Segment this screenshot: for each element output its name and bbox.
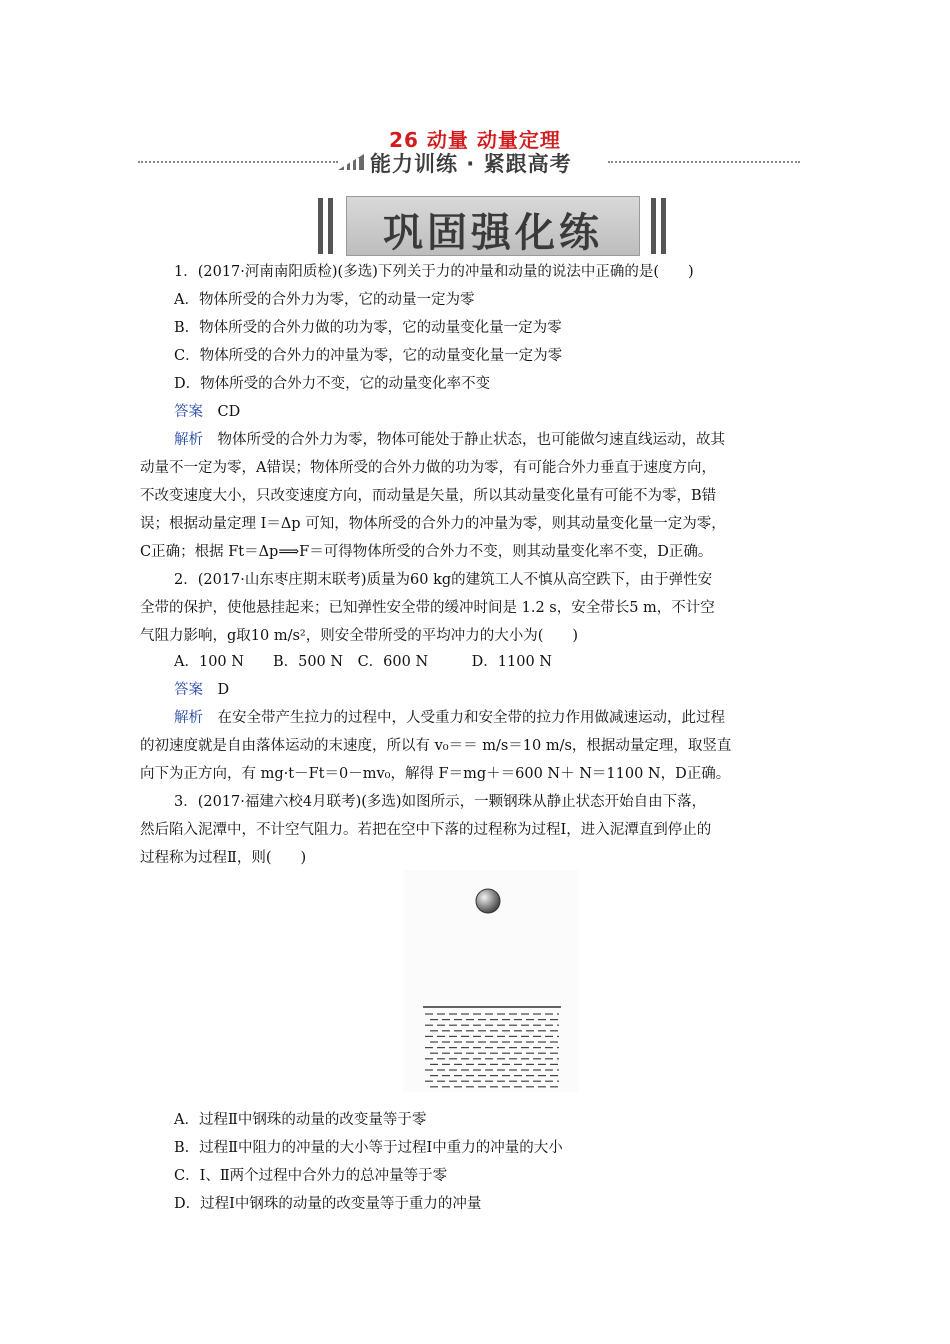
analysis-label: 解析	[174, 432, 203, 448]
q1-option: A．物体所受的合外力为零，它的动量一定为零	[174, 292, 475, 308]
rising-bars-icon	[336, 152, 366, 172]
answer-label: 答案	[174, 682, 203, 698]
analysis-text: 在安全带产生拉力的过程中，人受重力和安全带的拉力作用做减速运动，此过程	[217, 710, 725, 726]
q2-analysis-line: 向下为正方向，有 mg·t－Ft＝0－mv₀，解得 F＝mg＋＝600 N＋ N＝1100 N，D正确。	[140, 766, 731, 782]
q2-options: A．100 N B．500 N C．600 N D．1100 N	[174, 654, 552, 670]
q1-answer	[174, 402, 240, 422]
page-title: 26 动量 动量定理	[389, 128, 561, 152]
steel-ball-mud-figure	[403, 870, 579, 1092]
q3-option: D．过程Ⅰ中钢珠的动量的改变量等于重力的冲量	[174, 1196, 482, 1212]
banner	[138, 148, 800, 176]
q2-answer	[174, 680, 229, 700]
section-box	[346, 196, 640, 256]
section-bar	[328, 198, 333, 254]
q3-option: B．过程Ⅱ中阻力的冲量的大小等于过程Ⅰ中重力的冲量的大小	[174, 1140, 563, 1156]
banner-divider-right	[608, 161, 800, 163]
figure-drawing	[403, 870, 579, 1092]
q1-option: C．物体所受的合外力的冲量为零，它的动量变化量一定为零	[174, 348, 563, 364]
q3-option: C．Ⅰ、Ⅱ两个过程中合外力的总冲量等于零	[174, 1168, 448, 1184]
q1-analysis	[174, 430, 725, 450]
q3-stem: 3．(2017·福建六校4月联考)(多选)如图所示，一颗钢珠从静止状态开始自由下落，	[174, 794, 707, 810]
q2-stem-line: 气阻力影响，g取10 m/s²，则安全带所受的平均冲力的大小为( )	[140, 628, 579, 644]
section-title: 巩固强化练	[383, 210, 603, 256]
section-bar	[651, 198, 656, 254]
q1-analysis-line: C正确；根据 Ft＝Δp⟹F＝可得物体所受的合外力不变，则其动量变化率不变，D正确。	[140, 544, 713, 560]
analysis-label: 解析	[174, 710, 203, 726]
answer-value: CD	[217, 404, 241, 420]
q2-analysis	[174, 708, 725, 728]
section-heading	[318, 196, 666, 256]
steel-ball	[476, 889, 500, 913]
q2-analysis-line: 的初速度就是自由落体运动的末速度，所以有 v₀＝＝ m/s＝10 m/s，根据动量定理，取竖直	[140, 738, 732, 754]
q2-stem: 2．(2017·山东枣庄期末联考)质量为60 kg的建筑工人不慎从高空跌下，由于弹性安	[174, 572, 713, 588]
q1-stem: 1．(2017·河南南阳质检)(多选)下列关于力的冲量和动量的说法中正确的是( )	[174, 264, 694, 280]
answer-value: D	[217, 682, 230, 698]
section-bar	[661, 198, 666, 254]
q2-stem-line: 全带的保护，使他悬挂起来；已知弹性安全带的缓冲时间是 1.2 s，安全带长5 m，不计空	[140, 600, 715, 616]
q1-option: B．物体所受的合外力做的功为零，它的动量变化量一定为零	[174, 320, 562, 336]
banner-divider-left	[138, 161, 338, 163]
analysis-text: 物体所受的合外力为零，物体可能处于静止状态，也可能做匀速直线运动，故其	[217, 432, 725, 448]
section-bar	[318, 198, 323, 254]
q1-option: D．物体所受的合外力不变，它的动量变化率不变	[174, 376, 491, 392]
answer-label: 答案	[174, 404, 203, 420]
q1-analysis-line: 不改变速度大小，只改变速度方向，而动量是矢量，所以其动量变化量有可能不为零，B错	[140, 488, 717, 504]
banner-text: 能力训练 · 紧跟高考	[370, 152, 572, 176]
q1-analysis-line: 动量不一定为零，A错误；物体所受的合外力做的功为零，有可能合外力垂直于速度方向，	[140, 460, 716, 476]
q3-option: A．过程Ⅱ中钢珠的动量的改变量等于零	[174, 1112, 427, 1128]
q3-stem-line: 然后陷入泥潭中，不计空气阻力。若把在空中下落的过程称为过程Ⅰ，进入泥潭直到停止的	[140, 822, 712, 838]
q1-analysis-line: 误；根据动量定理 I＝Δp 可知，物体所受的合外力的冲量为零，则其动量变化量一定为零，	[140, 516, 726, 532]
q3-stem-line: 过程称为过程Ⅱ，则( )	[140, 850, 307, 866]
mud-pit	[425, 1014, 559, 1087]
